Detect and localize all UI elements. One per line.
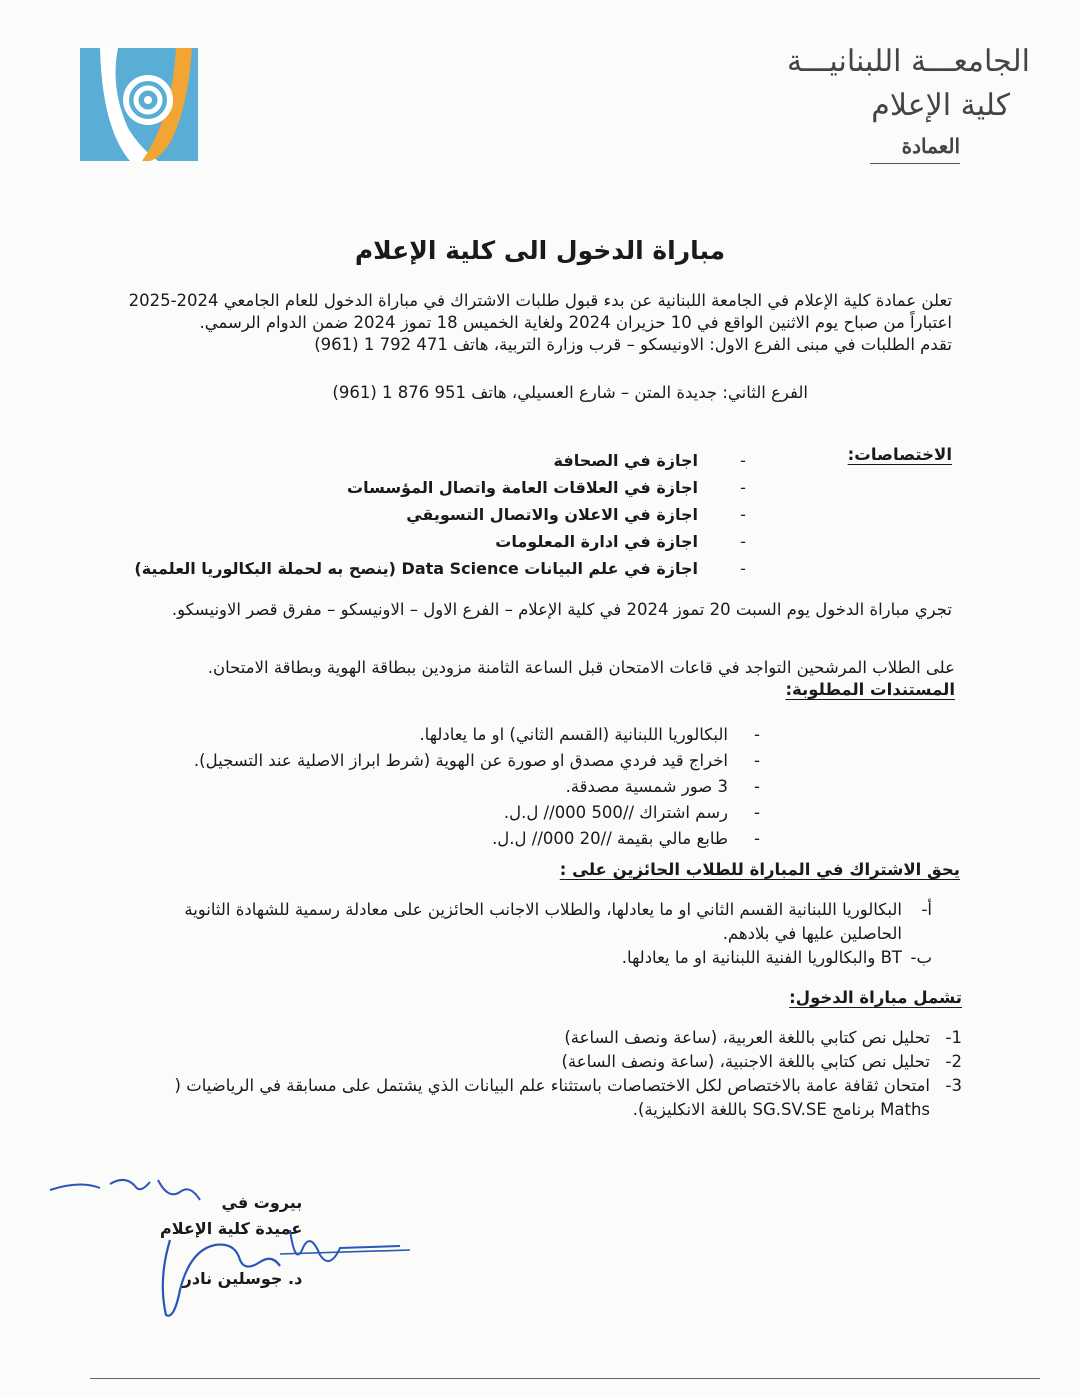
bullet-dash: - <box>754 725 760 744</box>
footer-divider <box>90 1378 1040 1379</box>
specializations-list <box>134 447 768 582</box>
list-item: -طابع مالي بقيمة //20 000// ل.ل. <box>194 826 772 852</box>
list-item: 2- تحليل نص كتابي باللغة الاجنبية، (ساعة ونصف الساعة) <box>140 1050 930 1074</box>
signature-place: بيروت في <box>221 1193 303 1212</box>
list-item: -3 صور شمسية مصدقة. <box>194 774 772 800</box>
item-marker: 1- <box>945 1028 962 1047</box>
signature-name: د. جوسلين نادر <box>182 1269 303 1288</box>
bullet-dash: - <box>740 478 746 497</box>
bullet-dash: - <box>740 532 746 551</box>
university-name: الجامعـــة اللبنانيـــة <box>786 44 1030 79</box>
exam-includes-heading: تشمل مباراة الدخول: <box>789 988 962 1007</box>
bullet-dash: - <box>754 751 760 770</box>
letterhead <box>770 40 1030 164</box>
exam-includes-list <box>140 1026 962 1122</box>
list-item: -البكالوريا اللبنانية (القسم الثاني) او ما يعادلها. <box>194 722 772 748</box>
branch-two-line: الفرع الثاني: جديدة المتن – شارع العسيلي، هاتف 951 876 1 (961) <box>332 383 808 402</box>
letterhead-divider <box>870 163 960 164</box>
university-logo <box>80 48 198 161</box>
page-title: مباراة الدخول الى كلية الإعلام <box>354 236 726 265</box>
eligibility-heading: يحق الاشتراك في المباراة للطلاب الحائزين على : <box>559 860 960 879</box>
deanship-label: العمادة <box>901 134 960 158</box>
eligibility-list <box>122 898 932 970</box>
documents-list <box>194 722 772 852</box>
list-item: - اجازة في الاعلان والاتصال التسويقي <box>134 501 768 528</box>
item-marker: أ- <box>921 900 932 919</box>
intro-paragraph <box>122 290 952 356</box>
bullet-dash: - <box>740 559 746 578</box>
list-item: -اخراج قيد فردي مصدق او صورة عن الهوية (شرط ابراز الاصلية عند التسجيل). <box>194 748 772 774</box>
intro-line-2: اعتباراً من صباح يوم الاثنين الواقع في 10 حزيران 2024 ولغاية الخميس 18 تموز 2024 ضمن الدوام الرسمي. <box>199 313 952 332</box>
signature-role: عميدة كلية الإعلام <box>160 1219 303 1238</box>
list-item: - اجازة في الصحافة <box>134 447 768 474</box>
specializations-heading: الاختصاصات: <box>847 445 952 464</box>
bullet-dash: - <box>740 451 746 470</box>
documents-heading: المستندات المطلوبة: <box>785 680 955 699</box>
list-item: - اجازة في العلاقات العامة واتصال المؤسسات <box>134 474 768 501</box>
item-marker: ب- <box>910 948 932 967</box>
handwritten-signature <box>40 1170 420 1330</box>
list-item: أ- البكالوريا اللبنانية القسم الثاني او ما يعادلها، والطلاب الاجانب الحائزين على معادلة رسمية للشهادة الثانوية الحاصلين عليها في بلادهم. <box>184 900 932 943</box>
bullet-dash: - <box>754 777 760 796</box>
item-marker: 2- <box>945 1052 962 1071</box>
bullet-dash: - <box>740 505 746 524</box>
bullet-dash: - <box>754 829 760 848</box>
item-marker: 3- <box>945 1076 962 1095</box>
list-item: - اجازة في ادارة المعلومات <box>134 528 768 555</box>
exam-date-line: تجري مباراة الدخول يوم السبت 20 تموز 2024 في كلية الإعلام – الفرع الاول – الاونيسكو – مفرق قصر الاونيسكو. <box>171 600 952 619</box>
list-item: -رسم اشتراك //500 000// ل.ل. <box>194 800 772 826</box>
intro-line-1: تعلن عمادة كلية الإعلام في الجامعة اللبنانية عن بدء قبول طلبات الاشتراك في مباراة الدخول للعام الجامعي 2024-2025 <box>128 291 952 310</box>
intro-line-3: تقدم الطلبات في مبنى الفرع الاول: الاونيسكو – قرب وزارة التربية، هاتف 471 792 1 (961) <box>314 335 952 354</box>
exam-arrival-line: على الطلاب المرشحين التواجد في قاعات الامتحان قبل الساعة الثامنة مزودين ببطاقة الهوية وبطاقة الامتحان. <box>207 658 955 677</box>
list-item: - اجازة في علم البيانات Data Science (ينصح به لحملة البكالوريا العلمية) <box>134 555 768 582</box>
faculty-name: كلية الإعلام <box>871 88 1010 123</box>
list-item: 3- امتحان ثقافة عامة بالاختصاص لكل الاختصاصات باستثناء علم البيانات الذي يشتمل على مسابقة في الرياضيات ( Maths برنامج SG.SV.SE باللغة الانكليزية). <box>174 1076 962 1119</box>
list-item: 1- تحليل نص كتابي باللغة العربية، (ساعة ونصف الساعة) <box>140 1026 930 1050</box>
bullet-dash: - <box>754 803 760 822</box>
list-item: ب- BT والبكالوريا الفنية اللبنانية او ما يعادلها. <box>122 946 902 970</box>
